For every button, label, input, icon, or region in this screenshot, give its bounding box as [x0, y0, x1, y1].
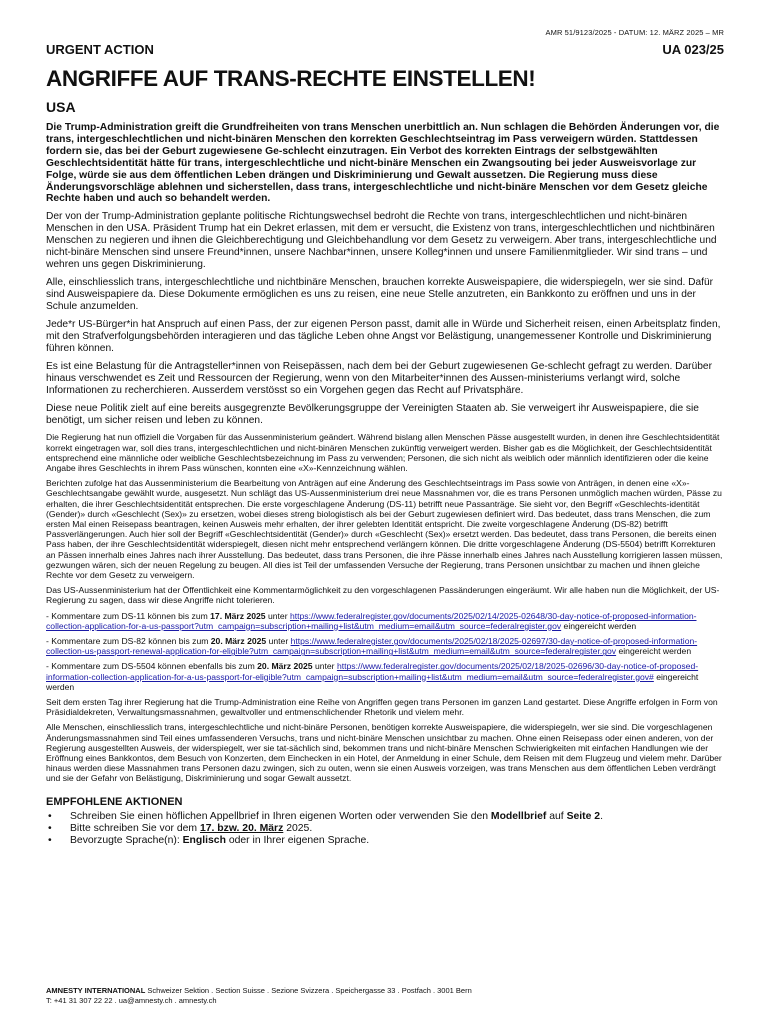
- header-bar: [46, 42, 724, 57]
- background-paragraph: Das US-Aussenministerium hat der Öffentlichkeit eine Kommentarmöglichkeit zu den vorgeschlagenen Passänderungen eingeräumt. Wir alle haben nun die Möglichkeit, der US-Regierung zu sagen, dass wir diese Angriffe nicht tolerieren.: [46, 585, 720, 606]
- background-paragraph: Alle Menschen, einschliesslich trans, intergeschlechtliche und nicht-binäre Personen, benötigen korrekte Ausweispapiere, die widerspiegeln, wer sie sind. Die vorgeschlagenen Änderungsmassnahmen sind Teil eines umfassenderen Versuchs, trans und nicht-binäre Menschen unsichtbar zu machen. Ohne einen Reisepass oder einen anderen, von der Regierung ausgestellten Ausweis, der widerspiegelt, wer sie tat-sächlich sind, bekommen trans und nicht-binäre Menschen Schwierigkeiten mit einfachen Handlungen wie der Eröffnung eines Bankkontos, dem Besuch von Konzerten, dem Einchecken in ein Hotel, der Anmeldung in einer Schule, dem Reisen mit dem Flugzeug und vielem mehr. Darüber hinaus werden diese Massnahmen trans Personen dazu zwingen, sich zu outen, wenn sie einen Ausweis vorzeigen, was trans Menschen aus dem öffentlichen Leben verdrängt und sie der Gefahr von Belästigung, Diskriminierung und sogar Gewalt aussetzt.: [46, 722, 722, 784]
- actions-heading: EMPFOHLENE AKTIONEN: [46, 795, 183, 808]
- comment-ds11: - Kommentare zum DS-11 können bis zum 17. März 2025 unter https://www.federalregister.gov/documents/2025/02/14/2025-02648/30-day-notice-of-proposed-information-collection-application-for-a-us-passport?utm_campaign=subscription+mailing+list&utm_medium=email&utm_source=federalregister.gov eingereicht werden: [46, 610, 697, 631]
- background-paragraph: Seit dem ersten Tag ihrer Regierung hat die Trump-Administration eine Reihe von Angriffen gegen trans Personen im ganzen Land gestartet. Diese Angriffe erfolgen in Form von Präsidialdekreten, Verwaltungsmassnahmen, gewaltvoller und entmenschlichender Rhetorik und vielem mehr.: [46, 697, 718, 718]
- bullet-icon: •: [48, 822, 52, 834]
- comment-deadline: 17. März 2025: [210, 610, 266, 621]
- action-item: • Bitte schreiben Sie vor dem 17. bzw. 20. März 2025.: [48, 822, 313, 834]
- actions-list: [46, 811, 724, 848]
- comment-link-ds82[interactable]: https://www.federalregister.gov/documents/2025/02/18/2025-02697/30-day-notice-of-proposed-information-collection-us-passport-renewal-application-for-eligible?utm_campaign=subscription+mailing+list&utm_medium=email&utm_source=federalregister.gov: [46, 636, 698, 657]
- ua-number: UA 023/25: [662, 42, 724, 57]
- action-item: • Bevorzugte Sprache(n): Englisch oder in Ihrer eigenen Sprache.: [48, 835, 370, 847]
- body-paragraph: Es ist eine Belastung für die Antragsteller*innen von Reisepässen, nach dem bei der Geburt zugewiesenen Ge-schlecht gefragt zu werden. Darüber hinaus verschwendet es Zeit und Ressourcen der Regierung, wenn von den Mitarbeiter*innen des Aussen-ministeriums verlangt wird, solche Informationen zu recherchieren. Ausserdem verstösst so ein Vorgehen gegen das Recht auf Privatsphäre.: [46, 361, 712, 397]
- footer: [46, 986, 472, 1006]
- comment-ds82: - Kommentare zum DS-82 können bis zum 20. März 2025 unter https://www.federalregister.gov/documents/2025/02/18/2025-02697/30-day-notice-of-proposed-information-collection-us-passport-renewal-application-for-eligible?utm_campaign=subscription+mailing+list&utm_medium=email&utm_source=federalregister.gov eingereicht werden: [46, 636, 698, 657]
- body-paragraph: Diese neue Politik zielt auf eine bereits ausgegrenzte Bevölkerungsgruppe der Vereinigten Staaten ab. Sie verweigert ihr Ausweispapiere, die sie benötigt, um sicher reisen und leben zu können.: [46, 403, 699, 427]
- country-label: USA: [46, 99, 76, 115]
- org-name: AMNESTY INTERNATIONAL: [46, 986, 146, 995]
- body-paragraph: Jede*r US-Bürger*in hat Anspruch auf einen Pass, der zur eigenen Person passt, damit alle in Würde und Sicherheit reisen, einen Arbeitsplatz finden, mit den Strafverfolgungsbehörden interagieren und das tägliche Leben ohne Angst vor Belästigung, unangemessener Kontrolle und Diskriminierung führen können.: [46, 319, 721, 355]
- lead-paragraph: Die Trump-Administration greift die Grundfreiheiten von trans Menschen unerbittlich an. Nun schlagen die Behörden Änderungen vor, die trans, intergeschlechtlichen und nicht-binären Menschen den korrekten Geschlechtseintrag im Pass verweigern würden. Stattdessen fordern sie, das bei der Geburt zugewiesene Ge-schlecht einzutragen. Ein Verbot des korrekten Eintrags der selbstgewählten Geschlechtsidentität hätte für trans, intergeschlechtliche und nicht-binäre Menschen ein Zwangsouting bei jeder Ausweisvorlage zur Folge, würde sie aus dem öffentlichen Leben drängen und Diskriminierung und Gewalt aussetzen. Die Regierung muss diese Änderungsvorschläge ablehnen und sicherstellen, dass trans, intergeschlechtliche und nicht-binäre Menschen vor dem Gesetz gleiche Rechte haben und auch so behandelt werden.: [46, 122, 720, 205]
- bullet-icon: •: [48, 810, 52, 822]
- action-item: • Schreiben Sie einen höflichen Appellbrief in Ihren eigenen Worten oder verwenden Sie den Modellbrief auf Seite 2.: [48, 810, 603, 822]
- comment-link-ds11[interactable]: https://www.federalregister.gov/documents/2025/02/14/2025-02648/30-day-notice-of-proposed-information-collection-application-for-a-us-passport?utm_campaign=subscription+mailing+list&utm_medium=email&utm_source=federalregister.gov: [46, 610, 697, 631]
- comment-ds5504: - Kommentare zum DS-5504 können ebenfalls bis zum 20. März 2025 unter https://www.federalregister.gov/documents/2025/02/18/2025-02696/30-day-notice-of-proposed-information-collection-application-for-a-us-passport-for-eligible?utm_campaign=subscription+mailing+list&utm_medium=email&utm_source=federalregister.gov# eingereicht werden: [46, 661, 699, 692]
- comment-link-ds5504[interactable]: https://www.federalregister.gov/documents/2025/02/18/2025-02696/30-day-notice-of-proposed-information-collection-application-for-a-us-passport-for-eligible?utm_campaign=subscription+mailing+list&utm_medium=email&utm_source=federalregister.gov#: [46, 661, 699, 682]
- urgent-action-label: URGENT ACTION: [46, 42, 154, 57]
- body-paragraph: Der von der Trump-Administration geplante politische Richtungswechsel bedroht die Rechte von trans, intergeschlechtlichen und nicht-binären Menschen in den USA. Präsident Trump hat ein Dekret erlassen, mit dem er versucht, die Existenz von trans, intergeschlechtlichen und nichtbinären Menschen zu negieren und ihnen die Gleichberechtigung und Gleichbehandlung vor dem Gesetz zu verweigern. Aber trans, intergeschlechtliche und nicht-binäre Menschen sind unsere Freund*innen, unsere Nachbar*innen, unsere Kolleg*innen und unsere Familienmitglieder. Wir sind trans – und wehren uns gegen Diskriminierung.: [46, 211, 717, 271]
- document-reference: AMR 51/9123/2025 - DATUM: 12. MÄRZ 2025 – MR: [545, 28, 724, 37]
- body-paragraph: Alle, einschliesslich trans, intergeschlechtliche und nichtbinäre Menschen, brauchen korrekte Ausweispapiere, die widerspiegeln, wer sie sind. Dafür sind Ausweispapiere da. Diese Dokumente ermöglichen es uns zu reisen, eine neue Stelle anzutreten, ein Bankkonto zu eröffnen und uns in der Schule anzumelden.: [46, 277, 714, 313]
- comment-deadline: 20. März 2025: [257, 661, 313, 672]
- comment-deadline: 20. März 2025: [210, 636, 267, 646]
- footer-address-line: AMNESTY INTERNATIONAL Schweizer Sektion . Section Suisse . Sezione Svizzera . Speichergasse 33 . Postfach . 3001 Bern: [46, 986, 472, 995]
- background-paragraph: Berichten zufolge hat das Aussenministerium die Bearbeitung von Anträgen auf eine Änderung des Geschlechtseintrags im Pass sowie von Anträgen, in denen eine «X»-Geschlechtsangabe gewählt wurde, ausgesetzt. Nun schlägt das US-Aussenministerium drei neue Massnahmen vor, die es trans Personen unmöglich machen würden, Pässe zu erhalten, die ihrer Geschlechtsidentität entsprechen. Die erste vorgeschlagene Änderung (DS-11) betrifft neue Passanträge. Sie sieht vor, den Begriff «Geschlechts-identität (Gender)» durch «Geschlecht (Sex)» zu ersetzen, wobei dieses streng biologistisch als bei der Geburt zugewiesen definiert wird. Das bedeutet, dass trans Menschen, die zum ersten Mal einen Reisepass beantragen, keinen Ausweis mehr erhalten, der ihrer gelebten Identität entspricht. Die zweite vorgeschlagene Änderung (DS-82) betrifft Passverlängerungen. Auch hier soll der Begriff «Geschlechtsidentität (Gender)» durch «Geschlecht (Sex)» ersetzt werden. Das bedeutet, dass trans Personen, die bereits einen Pass haben, der ihre Geschlechtsidentität widerspiegelt, diesen nicht mehr entsprechend verlängern können. Die dritte vorgeschlagene Änderung (DS-5504) betrifft Korrekturen an Pässen innerhalb eines Jahres nach ihrer Ausstellung. Das bedeutet, dass trans Personen, die ihre Pässe innerhalb eines Jahres nach Ausstellung korrigieren lassen müssen, gezwungen wären, sich der neuen Regelung zu beugen. All dies ist Teil der umfassenden Versuche der Regierung, trans Personen unsichtbar zu machen und ihnen gleiche Rechte vor dem Gesetz zu verweigern.: [46, 478, 723, 580]
- main-content: [46, 66, 724, 847]
- page-title: ANGRIFFE AUF TRANS-RECHTE EINSTELLEN!: [46, 66, 536, 91]
- bullet-icon: •: [48, 835, 52, 847]
- footer-contact: T: +41 31 307 22 22 . ua@amnesty.ch . amnesty.ch: [46, 996, 217, 1005]
- background-paragraph: Die Regierung hat nun offiziell die Vorgaben für das Aussenministerium geändert. Während bislang allen Menschen Pässe ausgestellt wurden, in denen ihre Geschlechtsidentität korrekt eingetragen war, soll dies trans, intergeschlechtlichen und nicht-binären Menschen zukünftig verweigert werden. Bisher gab es die Möglichkeit, der Geschlechtsidentität entsprechend eine männliche oder weibliche Geschlechtsbezeichnung im Pass zu verwenden; Personen, die sich nicht als weiblich oder männlich identifizieren oder die keine Angabe ihres Geschlechts in ihrem Pass wünschen, konnten eine «X»-Kennzeichnung wählen.: [46, 432, 720, 473]
